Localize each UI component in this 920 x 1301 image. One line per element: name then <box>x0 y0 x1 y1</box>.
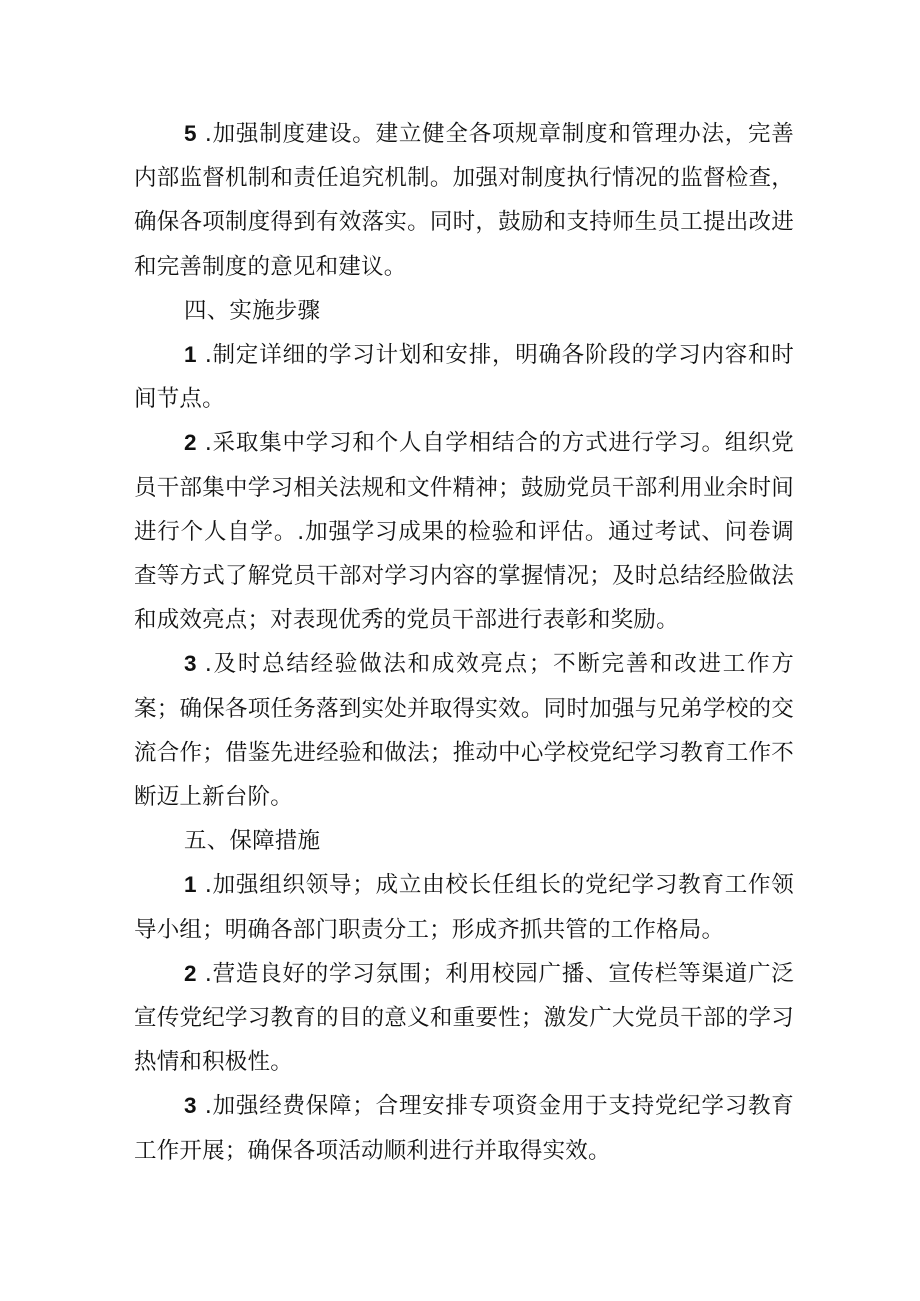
item-text: .加强经费保障；合理安排专项资金用于支持党纪学习教育工作开展；确保各项活动顺利进行并取得实效。 <box>134 1093 794 1164</box>
paragraph-step-3 <box>134 642 794 819</box>
item-text: .及时总结经验做法和成效亮点；不断完善和改进工作方案；确保各项任务落到实处并取得实效。同时加强与兄弟学校的交流合作；借鉴先进经验和做法；推动中心学校党纪学习教育工作不断迈上新台阶。 <box>134 651 794 811</box>
document-body <box>134 112 794 1173</box>
section-heading-safeguards: 五、保障措施 <box>184 828 321 855</box>
item-number: 2 <box>184 960 197 986</box>
item-number: 1 <box>184 872 197 898</box>
item-number: 1 <box>184 342 197 368</box>
item-text: .加强组织领导；成立由校长任组长的党纪学习教育工作领导小组；明确各部门职责分工；形成齐抓共管的工作格局。 <box>134 872 794 943</box>
paragraph-step-2 <box>134 421 794 642</box>
item-number: 3 <box>184 651 197 677</box>
paragraph-safeguard-2 <box>134 952 794 1085</box>
item-number: 5 <box>184 121 197 146</box>
paragraph-step-1 <box>134 333 794 421</box>
item-number: 2 <box>184 430 197 456</box>
item-text: .加强制度建设。建立健全各项规章制度和管理办法，完善内部监督机制和责任追究机制。加强对制度执行情况的监督检查，确保各项制度得到有效落实。同时，鼓励和支持师生员工提出改进和完善制度的意见和建议。 <box>134 121 794 280</box>
section-heading-implementation-steps: 四、实施步骤 <box>184 297 321 324</box>
item-number: 3 <box>184 1093 197 1119</box>
paragraph-item-5 <box>134 112 794 289</box>
item-text: .营造良好的学习氛围；利用校园广播、宣传栏等渠道广泛宣传党纪学习教育的目的意义和重要性；激发广大党员干部的学习热情和积极性。 <box>134 960 794 1076</box>
item-text: .采取集中学习和个人自学相结合的方式进行学习。组织党员干部集中学习相关法规和文件精神；鼓励党员干部利用业余时间进行个人自学。.加强学习成果的检验和评估。通过考试、问卷调查等方式了解党员干部对学习内容的掌握情况；及时总结经脸做法和成效亮点；对表现优秀的党员干部进行表彰和奖励。 <box>134 430 794 634</box>
item-text: .制定详细的学习计划和安排，明确各阶段的学习内容和时间节点。 <box>134 342 794 413</box>
paragraph-safeguard-1 <box>134 863 794 951</box>
paragraph-safeguard-3 <box>134 1084 794 1172</box>
